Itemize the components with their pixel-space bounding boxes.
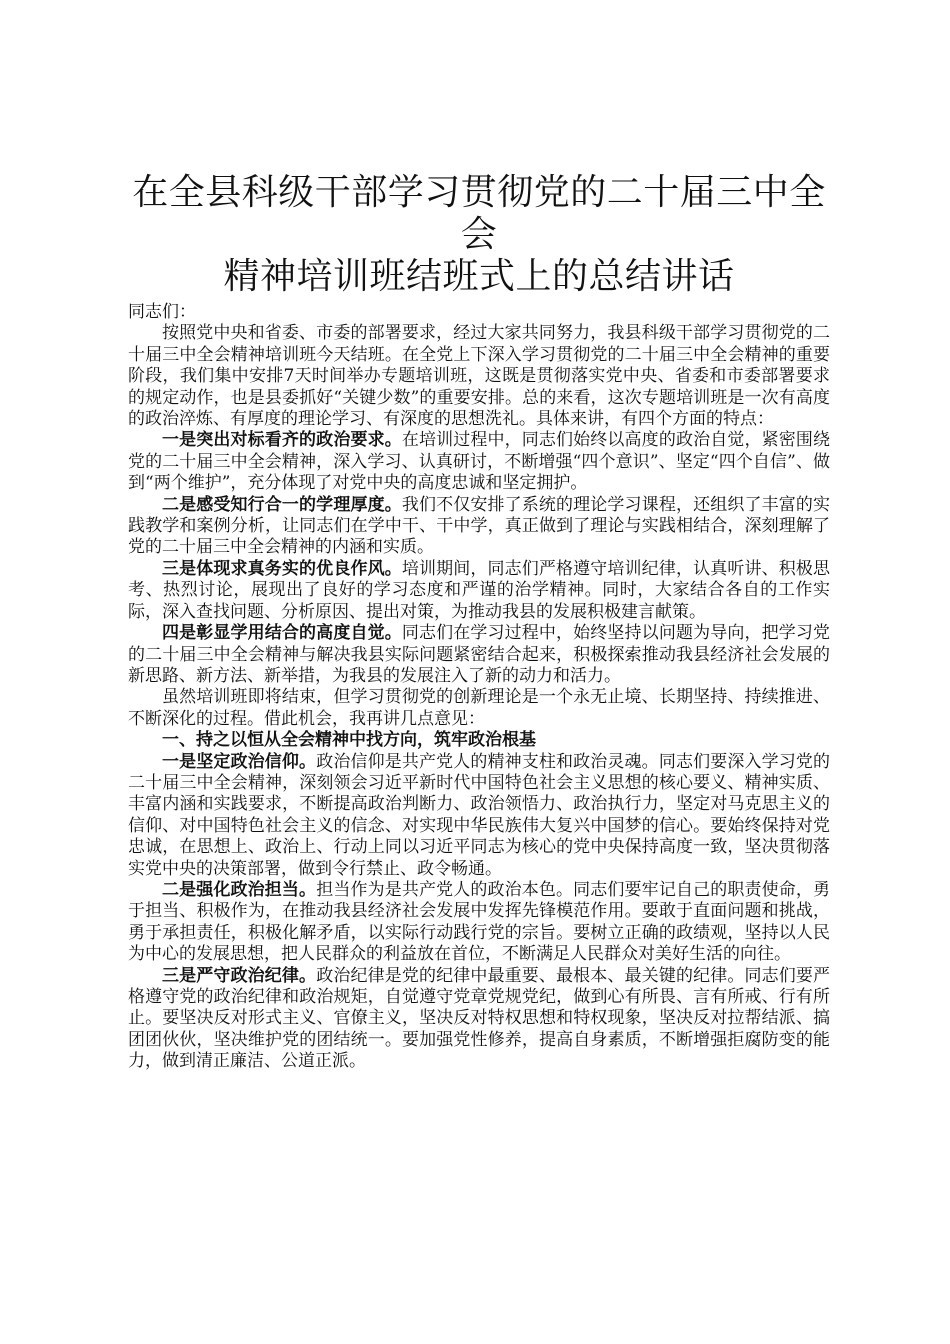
feature-paragraph-4 [128, 623, 830, 687]
intro-paragraph: 按照党中央和省委、市委的部署要求，经过大家共同努力，我县科级干部学习贯彻党的二十届三中全会精神培训班今天结班。在全党上下深入学习贯彻党的二十届三中全会精神的重要阶段，我们集中安排7天时间举办专题培训班，这既是贯彻落实党中央、省委和市委部署要求的规定动作，也是县委抓好“关键少数”的重要安排。总的来看，这次专题培训班是一次有高度的政治淬炼、有厚度的理论学习、有深度的思想洗礼。具体来讲，有四个方面的特点： [128, 323, 830, 430]
feature-paragraph-1 [128, 430, 830, 494]
feature-text: 培训期间，同志们严格遵守培训纪律，认真听讲、积极思考、热烈讨论，展现出了良好的学习态度和严谨的治学精神。同时，大家结合各自的工作实际，深入查找问题、分析原因、提出对策，为推动我县的发展积极建言献策。 [128, 558, 831, 622]
point-text: 政治信仰是共产党人的精神支柱和政治灵魂。同志们要深入学习党的二十届三中全会精神，深刻领会习近平新时代中国特色社会主义思想的核心要义、精神实质、丰富内涵和实践要求，不断提高政治判断力、政治领悟力、政治执行力，坚定对马克思主义的信仰、对中国特色社会主义的信念、对实现中华民族伟大复兴中国梦的信心。要始终保持对党忠诚，在思想上、政治上、行动上同以习近平同志为核心的党中央保持高度一致，坚决贯彻落实党中央的决策部署，做到令行禁止、政令畅通。 [128, 751, 831, 879]
feature-lead: 一是突出对标看齐的政治要求。 [162, 430, 402, 451]
feature-lead: 二是感受知行合一的学理厚度。 [162, 494, 402, 515]
title-line-2: 精神培训班结班式上的总结讲话 [223, 256, 735, 297]
feature-text: 我们不仅安排了系统的理论学习课程，还组织了丰富的实践教学和案例分析，让同志们在学中干、干中学，真正做到了理论与实践相结合，深刻理解了党的二十届三中全会精神的内涵和实质。 [128, 494, 831, 558]
point-paragraph-2 [128, 880, 830, 966]
point-paragraph-1 [128, 752, 830, 880]
point-text: 政治纪律是党的纪律中最重要、最根本、最关键的纪律。同志们要严格遵守党的政治纪律和政治规矩，自觉遵守党章党规党纪，做到心有所畏、言有所戒、行有所止。要坚决反对形式主义、官僚主义，坚决反对特权思想和特权现象，坚决反对拉帮结派、搞团团伙伙，坚决维护党的团结统一。要加强党性修养，提高自身素质，不断增强拒腐防变的能力，做到清正廉洁、公道正派。 [128, 965, 831, 1072]
section-heading-1: 一、持之以恒从全会精神中找方向，筑牢政治根基 [162, 730, 536, 751]
feature-lead: 三是体现求真务实的优良作风。 [162, 558, 402, 579]
feature-paragraph-3 [128, 559, 830, 623]
point-lead: 一是坚定政治信仰。 [162, 751, 317, 772]
feature-text: 同志们在学习过程中，始终坚持以问题为导向，把学习党的二十届三中全会精神与解决我县实际问题紧密结合起来，积极探索推动我县经济社会发展的新思路、新方法、新举措，为我县的发展注入了新的动力和活力。 [128, 623, 831, 686]
point-lead: 三是严守政治纪律。 [162, 965, 317, 986]
document-title [128, 172, 830, 298]
title-line-1: 在全县科级干部学习贯彻党的二十届三中全会 [132, 172, 826, 255]
feature-text: 在培训过程中，同志们始终以高度的政治自觉，紧密围绕党的二十届三中全会精神，深入学习、认真研讨，不断增强“四个意识”、坚定“四个自信”、做到“两个维护”，充分体现了对党中央的高度忠诚和坚定拥护。 [128, 430, 831, 494]
point-paragraph-3 [128, 966, 830, 1073]
transition-paragraph: 虽然培训班即将结束，但学习贯彻党的创新理论是一个永无止境、长期坚持、持续推进、不断深化的过程。借此机会，我再讲几点意见： [128, 687, 830, 729]
salutation: 同志们： [128, 302, 196, 322]
feature-lead: 四是彰显学用结合的高度自觉。 [162, 623, 402, 644]
point-lead: 二是强化政治担当。 [162, 879, 317, 900]
point-text: 担当作为是共产党人的政治本色。同志们要牢记自己的职责使命，勇于担当、积极作为，在推动我县经济社会发展中发挥先锋模范作用。要敢于直面问题和挑战，勇于承担责任，积极化解矛盾，以实际行动践行党的宗旨。要树立正确的政绩观，坚持以人民为中心的发展思想，把人民群众的利益放在首位，不断满足人民群众对美好生活的向往。 [128, 879, 831, 965]
feature-paragraph-2 [128, 495, 830, 559]
document-page [128, 172, 830, 1073]
